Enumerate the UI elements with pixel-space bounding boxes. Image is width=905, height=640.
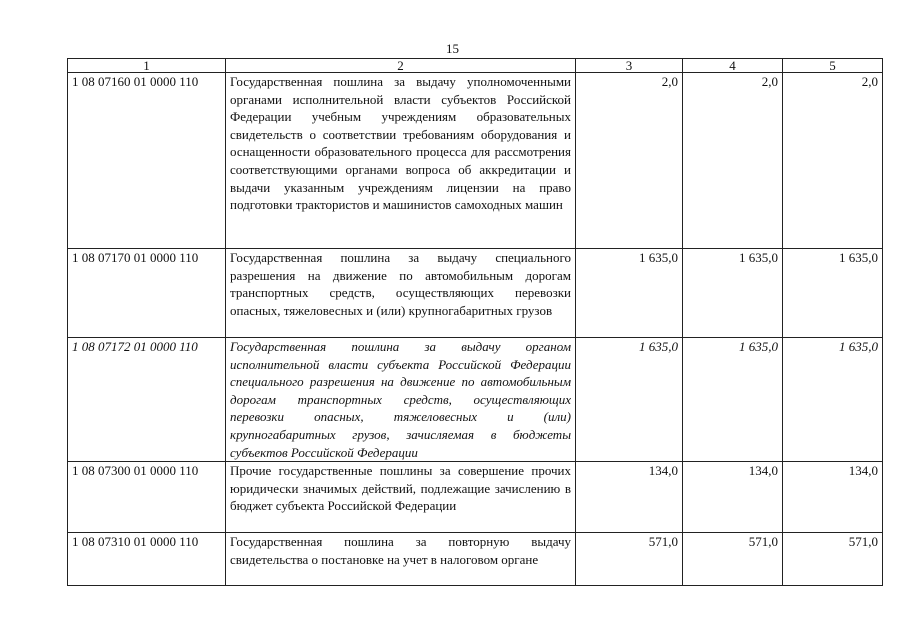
amount-col5-cell: 2,0	[783, 73, 883, 249]
description-cell: Государственная пошлина за выдачу специального разрешения на движение по автомобильным дорогам транспортных средств, осуществляющих перевозки опасных, тяжеловесных и (или) крупногабаритных грузов	[226, 249, 576, 338]
column-header-col3: 3	[576, 59, 683, 73]
page-number: 15	[446, 41, 459, 56]
table-row	[68, 533, 883, 586]
table-row	[68, 249, 883, 338]
amount-col4-cell: 571,0	[683, 533, 783, 586]
amount-col3-cell: 134,0	[576, 462, 683, 533]
amount-col5-cell: 571,0	[783, 533, 883, 586]
column-header-col4: 4	[683, 59, 783, 73]
description-cell: Государственная пошлина за выдачу органом исполнительной власти субъекта Российской Федерации специального разрешения на движение по автомобильным дорогам транспортных средств, осуществляющих перевозки опасных, тяжеловесных и (или) крупногабаритных грузов, зачисляемая в бюджеты субъектов Российской Федерации	[226, 338, 576, 462]
amount-col5-cell: 134,0	[783, 462, 883, 533]
description-cell: Прочие государственные пошлины за совершение прочих юридически значимых действий, подлежащие зачислению в бюджет субъекта Российской Федерации	[226, 462, 576, 533]
budget-code-cell: 1 08 07300 01 0000 110	[68, 462, 226, 533]
description-cell: Государственная пошлина за повторную выдачу свидетельства о постановке на учет в налоговом органе	[226, 533, 576, 586]
amount-col3-cell: 2,0	[576, 73, 683, 249]
column-header-description: 2	[226, 59, 576, 73]
budget-code-cell: 1 08 07172 01 0000 110	[68, 338, 226, 462]
amount-col4-cell: 134,0	[683, 462, 783, 533]
amount-col4-cell: 1 635,0	[683, 338, 783, 462]
table-row	[68, 73, 883, 249]
amount-col5-cell: 1 635,0	[783, 338, 883, 462]
column-header-col5: 5	[783, 59, 883, 73]
amount-col3-cell: 571,0	[576, 533, 683, 586]
amount-col3-cell: 1 635,0	[576, 338, 683, 462]
amount-col5-cell: 1 635,0	[783, 249, 883, 338]
budget-revenue-table	[67, 58, 883, 586]
budget-code-cell: 1 08 07160 01 0000 110	[68, 73, 226, 249]
amount-col3-cell: 1 635,0	[576, 249, 683, 338]
description-cell: Государственная пошлина за выдачу уполномоченными органами исполнительной власти субъектов Российской Федерации учебным учреждениям образовательных свидетельств о соответствии требованиям оборудования и оснащенности образовательного процесса для рассмотрения соответствующими органами вопроса об аккредитации и выдачи указанным учреждениям лицензии на право подготовки трактористов и машинистов самоходных машин	[226, 73, 576, 249]
table-row	[68, 338, 883, 462]
amount-col4-cell: 2,0	[683, 73, 783, 249]
table-header-row	[68, 59, 883, 73]
amount-col4-cell: 1 635,0	[683, 249, 783, 338]
budget-code-cell: 1 08 07310 01 0000 110	[68, 533, 226, 586]
table-row	[68, 462, 883, 533]
column-header-code: 1	[68, 59, 226, 73]
budget-code-cell: 1 08 07170 01 0000 110	[68, 249, 226, 338]
